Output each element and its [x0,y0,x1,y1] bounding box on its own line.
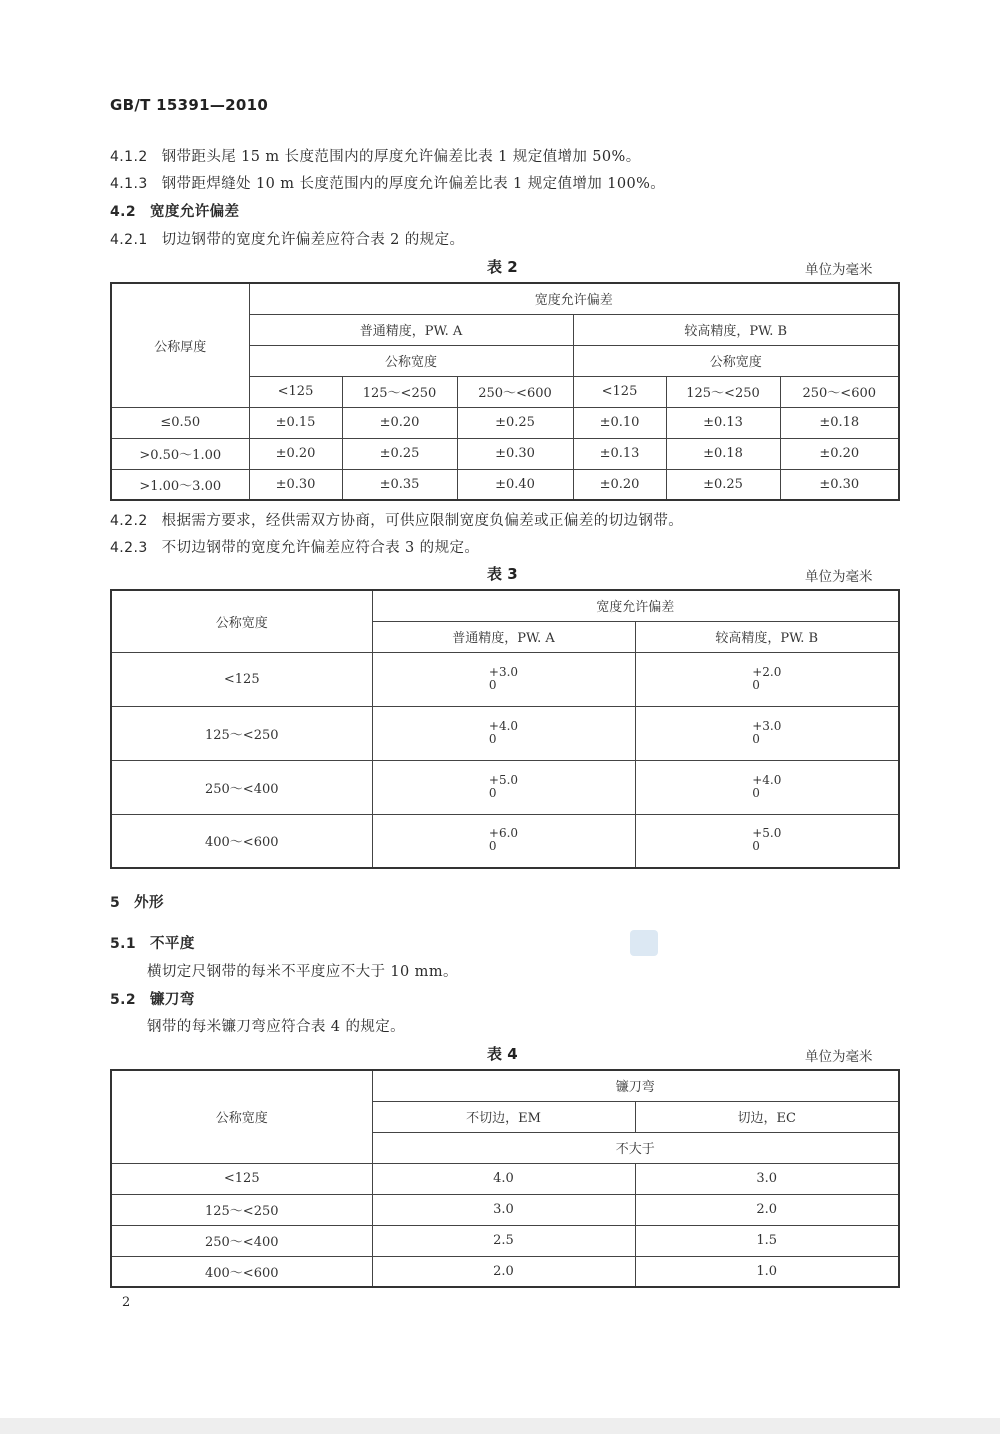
row-label: <125 [111,1163,372,1194]
clause-number: 4.2.3 [110,540,148,556]
table-cell: 1.0 [635,1256,899,1287]
table-cell: ±0.40 [457,469,573,500]
lower-deviation: 0 [488,839,497,854]
table-3-class-a: 普通精度，PW. A [372,621,635,652]
table-2-width-label-a: 公称宽度 [249,345,573,376]
table-cell: ±0.10 [573,407,666,438]
upper-deviation: +3.0 [488,664,519,679]
table-cell: ±0.20 [342,407,457,438]
table-3-unit: 单位为毫米 [805,569,873,585]
table-row [111,407,899,438]
upper-deviation: +4.0 [488,718,519,733]
table-2-col-header: <125 [573,376,666,407]
lower-deviation: 0 [752,731,760,746]
table-cell: ±0.30 [249,469,342,500]
row-label: >1.00～3.00 [111,469,249,500]
lower-deviation: 0 [488,785,497,800]
table-3-class-b: 较高精度，PW. B [635,621,899,652]
upper-deviation: +6.0 [488,826,519,841]
table-row [111,1256,899,1287]
table-cell: ±0.30 [780,469,899,500]
clause-text: 根据需方要求，经供需双方协商，可供应限制宽度负偏差或正偏差的切边钢带。 [161,513,684,529]
upper-deviation: +3.0 [752,718,782,733]
lower-deviation: 0 [752,839,760,854]
clause-number: 4.2.1 [110,232,148,248]
table-2-col-header: 125～<250 [666,376,780,407]
section-title: 外形 [134,895,164,911]
viewer-bottom-bar [0,1418,1000,1434]
table-cell: ±0.15 [249,407,342,438]
row-label: 125～<250 [111,1194,372,1225]
table-2-row-header: 公称厚度 [111,283,249,407]
table-row [111,1225,899,1256]
table-row [111,1163,899,1194]
table-cell: ±0.25 [457,407,573,438]
table-3-row-header: 公称宽度 [111,590,372,652]
upper-deviation: +4.0 [752,772,782,787]
table-4 [110,1069,900,1288]
paragraph-4-2-3 [110,536,479,557]
table-2-col-header: 125～<250 [342,376,457,407]
table-cell: 1.5 [635,1225,899,1256]
section-number: 5.2 [110,992,137,1008]
row-label: 250～<400 [111,1225,372,1256]
section-title: 不平度 [150,936,195,952]
table-cell: ±0.13 [666,407,780,438]
table-2-class-b: 较高精度，PW. B [573,314,899,345]
section-title: 宽度允许偏差 [150,204,240,220]
table-row [111,1194,899,1225]
table-2-unit: 单位为毫米 [805,262,873,278]
upper-deviation: +2.0 [752,664,782,679]
table-cell: ±0.35 [342,469,457,500]
table-2-col-header: <125 [249,376,342,407]
table-cell: ±0.30 [457,438,573,469]
row-label: <125 [111,652,372,706]
row-label: 125～<250 [111,706,372,760]
tolerance-cell [635,760,899,814]
tolerance-cell [372,652,635,706]
table-cell: 2.5 [372,1225,635,1256]
table-row [111,814,899,868]
table-row [111,760,899,814]
table-cell: ±0.20 [573,469,666,500]
section-number: 5 [110,895,121,911]
page-number: 2 [122,1295,131,1310]
table-4-col-ec: 切边，EC [635,1101,899,1132]
tolerance-cell [635,652,899,706]
table-2-caption: 表 2 [487,258,518,276]
table-4-col-em: 不切边，EM [372,1101,635,1132]
table-4-unit: 单位为毫米 [805,1049,873,1065]
document-header: GB/T 15391—2010 [110,96,269,114]
tolerance-cell [372,760,635,814]
row-label: 400～<600 [111,814,372,868]
table-2-class-a: 普通精度，PW. A [249,314,573,345]
section-5-2-text: 钢带的每米镰刀弯应符合表 4 的规定。 [147,1019,406,1035]
section-5-heading [110,891,164,912]
paragraph-4-2-2 [110,509,683,530]
row-label: ≤0.50 [111,407,249,438]
table-cell: ±0.13 [573,438,666,469]
watermark-icon [630,930,658,956]
clause-number: 4.2.2 [110,513,148,529]
table-4-row-header: 公称宽度 [111,1070,372,1163]
table-cell: 4.0 [372,1163,635,1194]
table-cell: ±0.20 [249,438,342,469]
section-number: 4.2 [110,204,137,220]
lower-deviation: 0 [752,677,760,692]
table-cell: 3.0 [372,1194,635,1225]
lower-deviation: 0 [488,731,497,746]
clause-text: 钢带距头尾 15 m 长度范围内的厚度允许偏差比表 1 规定值增加 50%。 [161,149,641,165]
clause-number: 4.1.2 [110,149,148,165]
table-cell: 3.0 [635,1163,899,1194]
table-row [111,652,899,706]
table-cell: 2.0 [635,1194,899,1225]
tolerance-cell [372,814,635,868]
clause-number: 4.1.3 [110,176,148,192]
section-5-2-heading [110,988,195,1009]
table-3-group-header: 宽度允许偏差 [372,590,899,621]
table-cell: ±0.25 [666,469,780,500]
lower-deviation: 0 [752,785,760,800]
table-4-caption: 表 4 [487,1045,518,1063]
paragraph-4-1-3 [110,172,665,193]
table-4-note: 不大于 [372,1132,899,1163]
table-row [111,438,899,469]
section-5-1-heading [110,932,195,953]
paragraph-4-1-2 [110,145,641,166]
row-label: >0.50～1.00 [111,438,249,469]
clause-text: 钢带距焊缝处 10 m 长度范围内的厚度允许偏差比表 1 规定值增加 100%。 [161,176,666,192]
table-2-group-header: 宽度允许偏差 [249,283,899,314]
table-2-col-header: 250～<600 [780,376,899,407]
row-label: 250～<400 [111,760,372,814]
row-label: 400～<600 [111,1256,372,1287]
section-title: 镰刀弯 [150,992,195,1008]
upper-deviation: +5.0 [488,772,519,787]
clause-text: 切边钢带的宽度允许偏差应符合表 2 的规定。 [161,232,465,248]
section-number: 5.1 [110,936,137,952]
table-cell: 2.0 [372,1256,635,1287]
table-row [111,706,899,760]
clause-text: 不切边钢带的宽度允许偏差应符合表 3 的规定。 [161,540,480,556]
section-5-1-text: 横切定尺钢带的每米不平度应不大于 10 mm。 [147,964,458,980]
table-2-width-label-b: 公称宽度 [573,345,899,376]
table-3 [110,589,900,869]
upper-deviation: +5.0 [752,826,782,841]
paragraph-4-2-1 [110,228,464,249]
table-3-caption: 表 3 [487,565,518,583]
table-4-group-header: 镰刀弯 [372,1070,899,1101]
section-4-2-heading [110,200,239,221]
table-cell: ±0.18 [666,438,780,469]
table-2 [110,282,900,501]
tolerance-cell [635,814,899,868]
tolerance-cell [372,706,635,760]
table-2-col-header: 250～<600 [457,376,573,407]
tolerance-cell [635,706,899,760]
table-cell: ±0.18 [780,407,899,438]
lower-deviation: 0 [488,677,497,692]
table-cell: ±0.25 [342,438,457,469]
table-cell: ±0.20 [780,438,899,469]
table-row [111,469,899,500]
